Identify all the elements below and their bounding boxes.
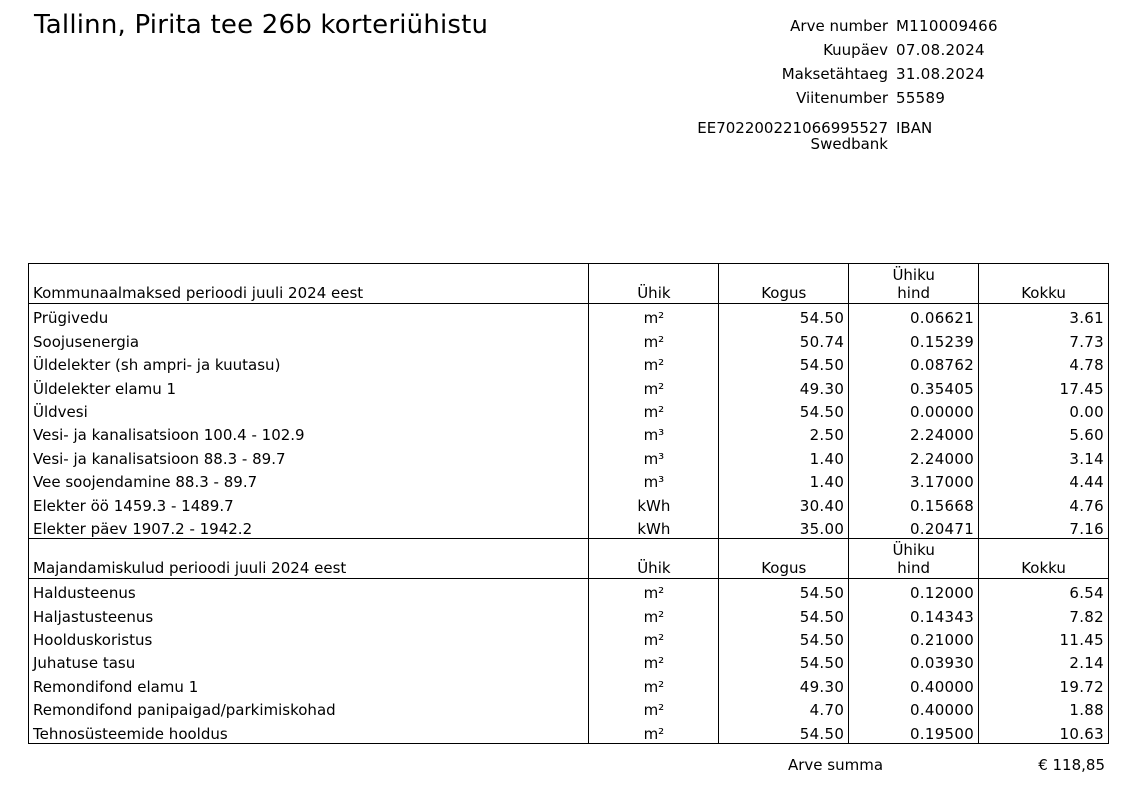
meta-label: Viitenumber bbox=[796, 89, 888, 107]
item-unit-price: 0.19500 bbox=[849, 719, 979, 743]
item-qty: 35.00 bbox=[719, 515, 849, 539]
item-total: 7.16 bbox=[979, 515, 1109, 539]
bank-details bbox=[640, 120, 1060, 152]
item-name: Elekter öö 1459.3 - 1489.7 bbox=[29, 491, 589, 514]
iban-label: IBAN bbox=[896, 119, 933, 137]
section-header-row bbox=[29, 538, 1109, 578]
item-unit: m² bbox=[589, 672, 719, 695]
section-title: Majandamiskulud perioodi juuli 2024 eest bbox=[29, 538, 589, 578]
section-header-row bbox=[29, 264, 1109, 304]
item-total: 1.88 bbox=[979, 696, 1109, 719]
item-total: 7.82 bbox=[979, 602, 1109, 625]
item-total: 4.76 bbox=[979, 491, 1109, 514]
item-name: Elekter päev 1907.2 - 1942.2 bbox=[29, 515, 589, 539]
item-unit-price: 0.06621 bbox=[849, 304, 979, 328]
table-row bbox=[29, 578, 1109, 602]
item-unit: kWh bbox=[589, 491, 719, 514]
table-row bbox=[29, 327, 1109, 350]
item-unit: kWh bbox=[589, 515, 719, 539]
item-name: Juhatuse tasu bbox=[29, 649, 589, 672]
item-unit: m³ bbox=[589, 421, 719, 444]
column-header-price-line2: hind bbox=[897, 284, 930, 302]
item-name: Remondifond panipaigad/parkimiskohad bbox=[29, 696, 589, 719]
item-name: Soojusenergia bbox=[29, 327, 589, 350]
item-unit: m² bbox=[589, 649, 719, 672]
item-unit-price: 3.17000 bbox=[849, 468, 979, 491]
table-row bbox=[29, 374, 1109, 397]
total-label: Arve summa bbox=[788, 756, 884, 774]
meta-due-date bbox=[640, 62, 1060, 86]
item-qty: 54.50 bbox=[719, 578, 849, 602]
item-qty: 54.50 bbox=[719, 719, 849, 743]
item-name: Remondifond elamu 1 bbox=[29, 672, 589, 695]
item-unit-price: 0.15239 bbox=[849, 327, 979, 350]
table-row bbox=[29, 696, 1109, 719]
meta-reference-number bbox=[640, 86, 1060, 110]
item-unit: m² bbox=[589, 374, 719, 397]
column-header-price bbox=[849, 264, 979, 304]
item-name: Üldvesi bbox=[29, 398, 589, 421]
table-row bbox=[29, 626, 1109, 649]
invoice-meta bbox=[640, 14, 1060, 110]
item-unit: m³ bbox=[589, 468, 719, 491]
iban-account: EE702200221066995527 bbox=[697, 119, 888, 137]
table-row bbox=[29, 444, 1109, 467]
item-name: Vesi- ja kanalisatsioon 100.4 - 102.9 bbox=[29, 421, 589, 444]
column-header-price-line1: Ühiku bbox=[892, 266, 935, 284]
item-unit-price: 0.40000 bbox=[849, 672, 979, 695]
item-total: 17.45 bbox=[979, 374, 1109, 397]
item-name: Vee soojendamine 88.3 - 89.7 bbox=[29, 468, 589, 491]
item-unit: m² bbox=[589, 602, 719, 625]
item-unit: m² bbox=[589, 696, 719, 719]
meta-label: Arve number bbox=[790, 17, 888, 35]
table-row bbox=[29, 304, 1109, 328]
item-total: 4.44 bbox=[979, 468, 1109, 491]
item-qty: 49.30 bbox=[719, 672, 849, 695]
item-unit-price: 0.40000 bbox=[849, 696, 979, 719]
item-qty: 54.50 bbox=[719, 649, 849, 672]
item-unit-price: 0.12000 bbox=[849, 578, 979, 602]
item-unit-price: 2.24000 bbox=[849, 421, 979, 444]
item-qty: 49.30 bbox=[719, 374, 849, 397]
item-total: 5.60 bbox=[979, 421, 1109, 444]
column-header-unit: Ühik bbox=[589, 538, 719, 578]
table-row bbox=[29, 351, 1109, 374]
item-unit: m² bbox=[589, 626, 719, 649]
item-total: 11.45 bbox=[979, 626, 1109, 649]
item-qty: 54.50 bbox=[719, 351, 849, 374]
item-unit: m² bbox=[589, 327, 719, 350]
item-total: 3.14 bbox=[979, 444, 1109, 467]
column-header-price-line1: Ühiku bbox=[892, 540, 935, 559]
item-name: Vesi- ja kanalisatsioon 88.3 - 89.7 bbox=[29, 444, 589, 467]
table-row bbox=[29, 672, 1109, 695]
item-name: Haldusteenus bbox=[29, 578, 589, 602]
item-unit-price: 0.14343 bbox=[849, 602, 979, 625]
table-row bbox=[29, 649, 1109, 672]
item-qty: 1.40 bbox=[719, 468, 849, 491]
item-qty: 30.40 bbox=[719, 491, 849, 514]
item-name: Hoolduskoristus bbox=[29, 626, 589, 649]
item-qty: 2.50 bbox=[719, 421, 849, 444]
item-qty: 54.50 bbox=[719, 398, 849, 421]
item-qty: 1.40 bbox=[719, 444, 849, 467]
item-total: 6.54 bbox=[979, 578, 1109, 602]
item-total: 3.61 bbox=[979, 304, 1109, 328]
table-row bbox=[29, 421, 1109, 444]
column-header-unit: Ühik bbox=[589, 264, 719, 304]
column-header-qty: Kogus bbox=[719, 538, 849, 578]
meta-label: Maksetähtaeg bbox=[781, 65, 888, 83]
table-row bbox=[29, 602, 1109, 625]
column-header-price-line2: hind bbox=[897, 558, 930, 577]
item-total: 2.14 bbox=[979, 649, 1109, 672]
item-unit-price: 0.08762 bbox=[849, 351, 979, 374]
item-total: 19.72 bbox=[979, 672, 1109, 695]
item-total: 7.73 bbox=[979, 327, 1109, 350]
meta-value: 07.08.2024 bbox=[896, 41, 985, 59]
item-name: Tehnosüsteemide hooldus bbox=[29, 719, 589, 743]
meta-label: Kuupäev bbox=[823, 41, 888, 59]
section-title: Kommunaalmaksed perioodi juuli 2024 eest bbox=[29, 264, 589, 304]
item-total: 10.63 bbox=[979, 719, 1109, 743]
table-row bbox=[29, 398, 1109, 421]
item-unit-price: 0.35405 bbox=[849, 374, 979, 397]
item-qty: 4.70 bbox=[719, 696, 849, 719]
item-qty: 50.74 bbox=[719, 327, 849, 350]
item-qty: 54.50 bbox=[719, 602, 849, 625]
item-name: Üldelekter (sh ampri- ja kuutasu) bbox=[29, 351, 589, 374]
table-row bbox=[29, 468, 1109, 491]
item-unit: m² bbox=[589, 304, 719, 328]
item-name: Üldelekter elamu 1 bbox=[29, 374, 589, 397]
item-unit: m² bbox=[589, 578, 719, 602]
item-unit-price: 2.24000 bbox=[849, 444, 979, 467]
column-header-total: Kokku bbox=[979, 264, 1109, 304]
meta-value: M110009466 bbox=[896, 17, 998, 35]
column-header-price bbox=[849, 538, 979, 578]
table-row bbox=[29, 491, 1109, 514]
meta-value: 55589 bbox=[896, 89, 946, 107]
item-qty: 54.50 bbox=[719, 304, 849, 328]
item-unit-price: 0.03930 bbox=[849, 649, 979, 672]
column-header-qty: Kogus bbox=[719, 264, 849, 304]
item-unit: m² bbox=[589, 719, 719, 743]
item-total: 4.78 bbox=[979, 351, 1109, 374]
invoice-title: Tallinn, Pirita tee 26b korteriühistu bbox=[34, 10, 489, 40]
item-total: 0.00 bbox=[979, 398, 1109, 421]
total-value: € 118,85 bbox=[1038, 756, 1105, 774]
item-unit-price: 0.21000 bbox=[849, 626, 979, 649]
invoice-table bbox=[28, 263, 1109, 744]
item-unit-price: 0.20471 bbox=[849, 515, 979, 539]
item-unit-price: 0.00000 bbox=[849, 398, 979, 421]
item-unit: m³ bbox=[589, 444, 719, 467]
item-qty: 54.50 bbox=[719, 626, 849, 649]
table-row bbox=[29, 515, 1109, 539]
meta-invoice-number bbox=[640, 14, 1060, 38]
item-name: Haljastusteenus bbox=[29, 602, 589, 625]
item-unit: m² bbox=[589, 398, 719, 421]
table-row bbox=[29, 719, 1109, 743]
item-unit: m² bbox=[589, 351, 719, 374]
item-unit-price: 0.15668 bbox=[849, 491, 979, 514]
meta-date bbox=[640, 38, 1060, 62]
item-name: Prügivedu bbox=[29, 304, 589, 328]
meta-value: 31.08.2024 bbox=[896, 65, 985, 83]
column-header-total: Kokku bbox=[979, 538, 1109, 578]
bank-name: Swedbank bbox=[810, 135, 888, 153]
